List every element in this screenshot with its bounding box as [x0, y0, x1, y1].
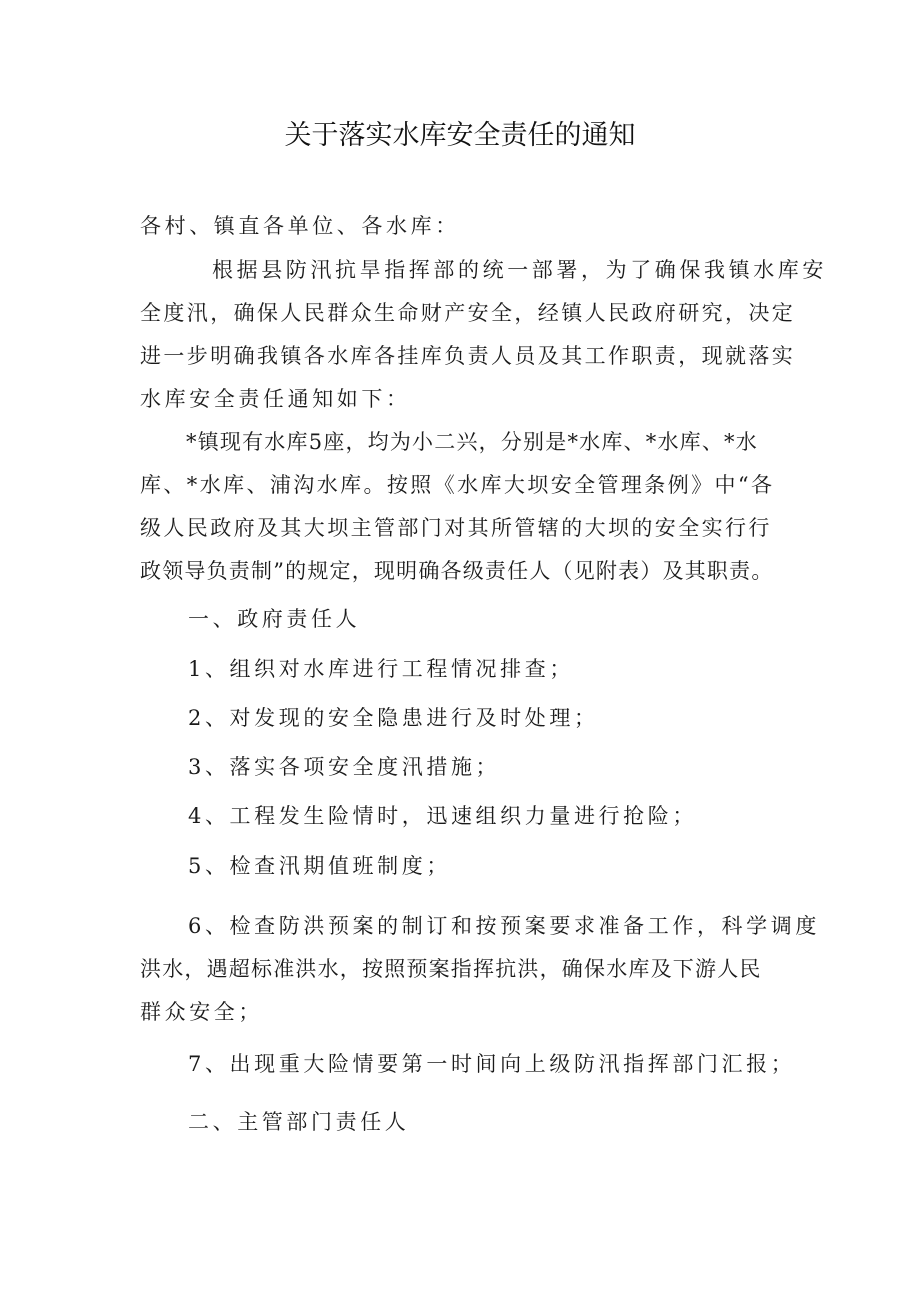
paragraph1-line-3: 进一步明确我镇各水库各挂库负责人员及其工作职责，现就落实	[140, 344, 796, 368]
item7: 7、出现重大险情要第一时间向上级防汛指挥部门汇报；	[188, 1052, 796, 1076]
section1-item-1: 1、组织对水库进行工程情况排查；	[188, 657, 574, 681]
item6-line-1: 6、检查防洪预案的制订和按预案要求准备工作，科学调度	[188, 914, 820, 938]
section1-item-5: 5、检查汛期值班制度；	[188, 854, 451, 878]
item6-line-2: 洪水，遇超标准洪水，按照预案指挥抗洪，确保水库及下游人民	[140, 957, 762, 981]
section2-heading: 二、主管部门责任人	[188, 1110, 410, 1134]
section1-item-3: 3、落实各项安全度汛措施；	[188, 755, 501, 779]
section1-heading: 一、政府责任人	[188, 607, 361, 631]
paragraph2-line-2: 库、*水库、浦沟水库。按照《水库大坝安全管理条例》中“各	[140, 473, 775, 497]
paragraph2-line-1: *镇现有水库5座，均为小二兴，分别是*水库、*水库、*水	[186, 430, 758, 454]
salutation: 各村、镇直各单位、各水库：	[140, 214, 460, 238]
paragraph1-line-4: 水库安全责任通知如下：	[140, 387, 411, 411]
section1-item-2: 2、对发现的安全隐患进行及时处理；	[188, 706, 599, 730]
paragraph1-line-2: 全度汛，确保人民群众生命财产安全，经镇人民政府研究，决定	[140, 301, 796, 325]
paragraph1-line-1: 根据县防汛抗旱指挥部的统一部署，为了确保我镇水库安	[212, 258, 827, 282]
section1-item-4: 4、工程发生险情时，迅速组织力量进行抢险；	[188, 804, 697, 828]
item6-line-3: 群众安全；	[140, 1000, 263, 1024]
document-title: 关于落实水库安全责任的通知	[284, 120, 636, 151]
paragraph2-line-3: 级人民政府及其大坝主管部门对其所管辖的大坝的安全实行行	[140, 516, 772, 540]
paragraph2-line-4: 政领导负责制”的规定，现明确各级责任人（见附表）及其职责。	[140, 559, 774, 583]
